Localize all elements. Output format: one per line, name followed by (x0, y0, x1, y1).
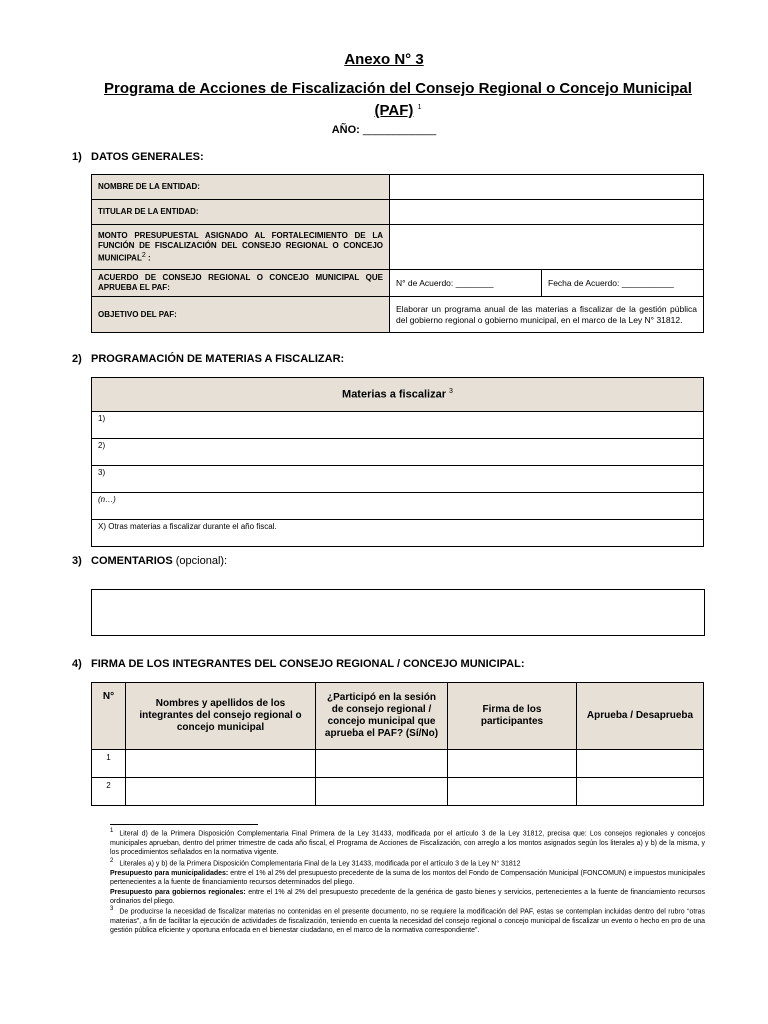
section-4-heading (72, 658, 525, 670)
objective-value: Elaborar un programa anual de las materias a fiscalizar de la gestión pública del gobierno regional o gobierno municipal, en el marco de la Ley N° 31812. (390, 297, 704, 333)
subjects-table (91, 377, 704, 547)
col-approval: Aprueba / Desaprueba (577, 683, 704, 750)
footnote-1 (110, 827, 705, 858)
general-data-table (91, 174, 704, 333)
entity-name-field[interactable] (390, 175, 704, 200)
year-blank[interactable]: ____________ (362, 124, 437, 136)
col-names: Nombres y apellidos de los integrantes del consejo regional o concejo municipal (126, 683, 316, 750)
signature-cell[interactable] (448, 750, 577, 778)
table-row (92, 270, 704, 297)
table-row (92, 175, 704, 200)
approval-cell[interactable] (577, 750, 704, 778)
subject-item-n[interactable]: (n…) (92, 493, 704, 520)
budget-label: MONTO PRESUPUESTAL ASIGNADO AL FORTALECIMIENTO DE LA FUNCIÓN DE FISCALIZACIÓN DEL CONSEJO REGIONAL O CONCEJO MUNICIPAL$^2$ : (92, 225, 390, 270)
year-label: AÑO: (331, 124, 360, 136)
section-3-note: (opcional): (172, 555, 228, 567)
table-row (92, 466, 704, 493)
signatures-table (91, 682, 704, 806)
table-header-row (92, 378, 704, 412)
comments-box[interactable] (91, 589, 705, 636)
footnote-1-text: Literal d) de la Primera Disposición Complementaria Final Primera de la Ley 31433, modificada por el artículo 3 de la Ley 31812, precisa que: Los consejos regionales y concejos municipales aprueban, dentro del primer trimestre de cada año fiscal, el Programa de Acciones de Fiscalización, con arreglo a los montos asignados según los literales a) y b) de la misma, y los procedimientos señalados en la normativa vigente. (110, 830, 705, 857)
participated-cell[interactable] (316, 750, 448, 778)
row-number: 2 (92, 778, 126, 806)
objective-label: OBJETIVO DEL PAF: (92, 297, 390, 333)
participated-cell[interactable] (316, 778, 448, 806)
section-4-number: 4) (72, 658, 82, 670)
entity-head-field[interactable] (390, 200, 704, 225)
agreement-number-field[interactable]: N° de Acuerdo: ________ (390, 270, 542, 297)
subject-item-1[interactable]: 1) (92, 412, 704, 439)
footnote-2a-label: Presupuesto para municipalidades: (110, 869, 229, 877)
program-abbr: (PAF) (374, 102, 414, 119)
footnote-3-text: De producirse la necesidad de fiscalizar materias no contenidas en el presente documento, no se requiere la modificación del PAF, estas se contemplan incluidas dentro del rubro “otras materias”, a fin de facilitar la ejecución de actividades de fiscalización, teniendo en cuenta la necesidad del consejo regional o concejo municipal de fiscalizar un evento o hecho en pro de una gestión pública eficiente y oportuna enfocada en el bienestar ciudadano, en el marco de la normativa correspondiente”. (110, 908, 705, 935)
subjects-header: Materias a fiscalizar $^3$ (92, 378, 704, 412)
footnote-2 (110, 857, 705, 907)
section-1-title: DATOS GENERALES: (91, 151, 204, 163)
table-row (92, 297, 704, 333)
table-row (92, 200, 704, 225)
footnote-ref-2: 2 (141, 251, 146, 259)
footnote-3-number: 3 (110, 906, 114, 912)
table-row (92, 493, 704, 520)
footnote-1-number: 1 (110, 828, 114, 834)
entity-head-label: TITULAR DE LA ENTIDAD: (92, 200, 390, 225)
program-title (88, 79, 708, 120)
col-number: N° (92, 683, 126, 750)
section-2-number: 2) (72, 353, 82, 365)
section-3-title: COMENTARIOS (91, 555, 173, 567)
table-row (92, 750, 704, 778)
budget-field[interactable] (390, 225, 704, 270)
year-field (0, 124, 768, 136)
footnote-ref-1: 1 (417, 104, 422, 111)
table-row (92, 439, 704, 466)
table-row (92, 412, 704, 439)
subject-item-3[interactable]: 3) (92, 466, 704, 493)
footnote-3 (110, 905, 705, 936)
footnote-2b-label: Presupuesto para gobiernos regionales: (110, 888, 246, 896)
name-cell[interactable] (126, 778, 316, 806)
signature-cell[interactable] (448, 778, 577, 806)
footnote-2-number: 2 (110, 858, 114, 864)
agreement-label: ACUERDO DE CONSEJO REGIONAL O CONCEJO MUNICIPAL QUE APRUEBA EL PAF: (92, 270, 390, 297)
footnote-ref-3: 3 (449, 388, 453, 396)
footnote-separator (110, 824, 258, 825)
table-row (92, 225, 704, 270)
annex-title: Anexo N° 3 (344, 51, 424, 68)
entity-name-label: NOMBRE DE LA ENTIDAD: (92, 175, 390, 200)
section-2-heading (72, 353, 344, 365)
section-3-heading (72, 555, 227, 567)
agreement-date-field[interactable]: Fecha de Acuerdo: ___________ (542, 270, 704, 297)
col-participated: ¿Participó en la sesión de consejo regional / concejo municipal que aprueba el PAF? (Sí/No) (316, 683, 448, 750)
subject-item-other[interactable]: X) Otras materias a fiscalizar durante el año fiscal. (92, 520, 704, 547)
section-3-number: 3) (72, 555, 82, 567)
approval-cell[interactable] (577, 778, 704, 806)
footnote-2b-text: entre el 1% al 2% del presupuesto precedente de la genérica de gasto bienes y servicios, pertenecientes a la fuente de financiamiento recursos ordinarios del pliego. (110, 888, 705, 906)
table-header-row (92, 683, 704, 750)
table-row (92, 778, 704, 806)
program-title-text: Programa de Acciones de Fiscalización del Consejo Regional o Concejo Municipal (104, 80, 692, 97)
section-1-heading (72, 151, 204, 163)
footnote-2-text: Literales a) y b) de la Primera Disposición Complementaria Final de la Ley 31433, modificada por el artículo 3 de la Ley N° 31812 (119, 860, 521, 868)
section-2-title: PROGRAMACIÓN DE MATERIAS A FISCALIZAR: (91, 353, 345, 365)
section-1-number: 1) (72, 151, 82, 163)
subject-item-2[interactable]: 2) (92, 439, 704, 466)
table-row (92, 520, 704, 547)
name-cell[interactable] (126, 750, 316, 778)
row-number: 1 (92, 750, 126, 778)
footnote-2a-text: entre el 1% al 2% del presupuesto precedente de la suma de los montos del Fondo de Compensación Municipal (FONCOMUN) e impuestos municipales pertenecientes a la fuente de financiamiento recursos determinados del pliego. (110, 869, 705, 887)
section-4-title: FIRMA DE LOS INTEGRANTES DEL CONSEJO REGIONAL / CONCEJO MUNICIPAL: (91, 658, 525, 670)
col-signature: Firma de los participantes (448, 683, 577, 750)
